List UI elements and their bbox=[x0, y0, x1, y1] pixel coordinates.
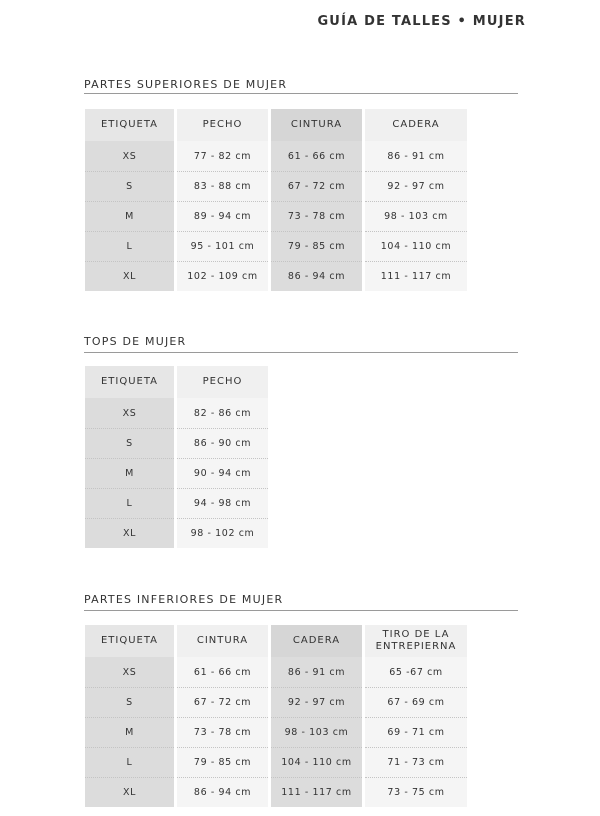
table-header-row bbox=[85, 625, 467, 657]
table-row bbox=[85, 747, 467, 777]
table-row bbox=[85, 398, 268, 428]
measurement-cell: 73 - 75 cm bbox=[365, 777, 467, 807]
measurement-cell: 104 - 110 cm bbox=[365, 231, 467, 261]
table-row bbox=[85, 201, 467, 231]
table-header-row bbox=[85, 366, 268, 398]
size-label-cell: S bbox=[85, 428, 174, 458]
measurement-cell: 89 - 94 cm bbox=[177, 201, 268, 231]
column-header: CADERA bbox=[365, 109, 467, 141]
table-row bbox=[85, 428, 268, 458]
table-row bbox=[85, 518, 268, 548]
section-rule-lower bbox=[84, 610, 518, 611]
measurement-cell: 83 - 88 cm bbox=[177, 171, 268, 201]
section-title-lower: PARTES INFERIORES DE MUJER bbox=[84, 593, 284, 606]
section-title-tops: TOPS DE MUJER bbox=[84, 335, 187, 348]
table-row bbox=[85, 261, 467, 291]
measurement-cell: 79 - 85 cm bbox=[177, 747, 268, 777]
size-label-cell: XL bbox=[85, 261, 174, 291]
column-header bbox=[365, 625, 467, 657]
section-rule-tops bbox=[84, 352, 518, 353]
measurement-cell: 67 - 72 cm bbox=[271, 171, 362, 201]
measurement-cell: 77 - 82 cm bbox=[177, 141, 268, 171]
measurement-cell: 86 - 91 cm bbox=[271, 657, 362, 687]
measurement-cell: 102 - 109 cm bbox=[177, 261, 268, 291]
measurement-cell: 86 - 94 cm bbox=[271, 261, 362, 291]
section-title-upper: PARTES SUPERIORES DE MUJER bbox=[84, 78, 288, 91]
measurement-cell: 73 - 78 cm bbox=[271, 201, 362, 231]
measurement-cell: 92 - 97 cm bbox=[271, 687, 362, 717]
section-rule-upper bbox=[84, 93, 518, 94]
column-header: ETIQUETA bbox=[85, 625, 174, 657]
column-header-line: TIRO DE LA bbox=[382, 629, 450, 640]
size-table-tops bbox=[82, 366, 271, 548]
measurement-cell: 61 - 66 cm bbox=[271, 141, 362, 171]
measurement-cell: 73 - 78 cm bbox=[177, 717, 268, 747]
column-header: ETIQUETA bbox=[85, 366, 174, 398]
measurement-cell: 86 - 91 cm bbox=[365, 141, 467, 171]
table-row bbox=[85, 717, 467, 747]
measurement-cell: 67 - 72 cm bbox=[177, 687, 268, 717]
table-row bbox=[85, 458, 268, 488]
table-row bbox=[85, 171, 467, 201]
table-row bbox=[85, 687, 467, 717]
size-label-cell: XS bbox=[85, 398, 174, 428]
size-table-lower bbox=[82, 625, 470, 807]
size-label-cell: XS bbox=[85, 657, 174, 687]
measurement-cell: 86 - 90 cm bbox=[177, 428, 268, 458]
column-header: ETIQUETA bbox=[85, 109, 174, 141]
measurement-cell: 69 - 71 cm bbox=[365, 717, 467, 747]
size-label-cell: L bbox=[85, 488, 174, 518]
measurement-cell: 98 - 103 cm bbox=[365, 201, 467, 231]
size-table-upper bbox=[82, 109, 470, 291]
measurement-cell: 65 -67 cm bbox=[365, 657, 467, 687]
column-header: CINTURA bbox=[271, 109, 362, 141]
size-label-cell: XL bbox=[85, 518, 174, 548]
size-label-cell: S bbox=[85, 687, 174, 717]
measurement-cell: 111 - 117 cm bbox=[271, 777, 362, 807]
size-label-cell: M bbox=[85, 458, 174, 488]
measurement-cell: 98 - 103 cm bbox=[271, 717, 362, 747]
measurement-cell: 82 - 86 cm bbox=[177, 398, 268, 428]
size-label-cell: XL bbox=[85, 777, 174, 807]
size-label-cell: L bbox=[85, 747, 174, 777]
measurement-cell: 95 - 101 cm bbox=[177, 231, 268, 261]
measurement-cell: 104 - 110 cm bbox=[271, 747, 362, 777]
column-header: PECHO bbox=[177, 366, 268, 398]
measurement-cell: 90 - 94 cm bbox=[177, 458, 268, 488]
measurement-cell: 67 - 69 cm bbox=[365, 687, 467, 717]
measurement-cell: 71 - 73 cm bbox=[365, 747, 467, 777]
table-row bbox=[85, 488, 268, 518]
size-label-cell: S bbox=[85, 171, 174, 201]
table-header-row bbox=[85, 109, 467, 141]
measurement-cell: 61 - 66 cm bbox=[177, 657, 268, 687]
measurement-cell: 92 - 97 cm bbox=[365, 171, 467, 201]
measurement-cell: 98 - 102 cm bbox=[177, 518, 268, 548]
column-header: PECHO bbox=[177, 109, 268, 141]
table-row bbox=[85, 777, 467, 807]
table-row bbox=[85, 231, 467, 261]
measurement-cell: 111 - 117 cm bbox=[365, 261, 467, 291]
column-header-line: ENTREPIERNA bbox=[375, 641, 457, 652]
measurement-cell: 86 - 94 cm bbox=[177, 777, 268, 807]
page-title: GUÍA DE TALLES • MUJER bbox=[317, 14, 526, 29]
size-label-cell: M bbox=[85, 717, 174, 747]
table-row bbox=[85, 141, 467, 171]
measurement-cell: 79 - 85 cm bbox=[271, 231, 362, 261]
column-header: CADERA bbox=[271, 625, 362, 657]
column-header: CINTURA bbox=[177, 625, 268, 657]
measurement-cell: 94 - 98 cm bbox=[177, 488, 268, 518]
size-label-cell: L bbox=[85, 231, 174, 261]
size-label-cell: M bbox=[85, 201, 174, 231]
table-row bbox=[85, 657, 467, 687]
size-label-cell: XS bbox=[85, 141, 174, 171]
